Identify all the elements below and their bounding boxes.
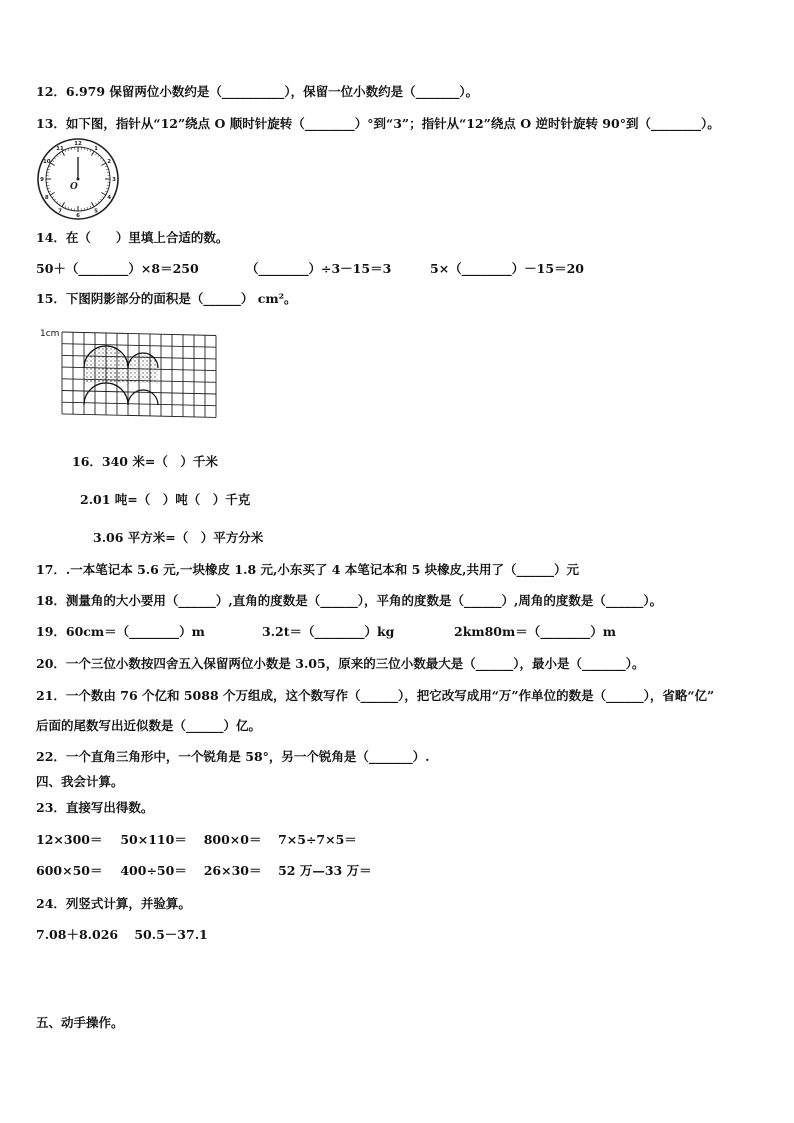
clock-number: 6 — [76, 213, 80, 220]
clock-tick — [65, 206, 66, 208]
calc-item: 800×0＝ — [203, 832, 262, 847]
question-16-part-3: 3.06 平方米=（ ）平方分米 — [93, 530, 264, 545]
section-5-heading: 五、动手操作。 — [36, 1015, 124, 1030]
question-21-line-1: 21．一个数由 76 个亿和 5088 个万组成，这个数写作（______），把它改写成用“万”作单位的数是（______），省略“亿” — [36, 688, 715, 703]
clock-tick — [50, 193, 54, 196]
clock-tick — [57, 201, 59, 203]
clock-tick — [98, 155, 100, 157]
question-21-line-2: 后面的尾数写出近似数是（______）亿。 — [36, 718, 262, 733]
clock-number: 9 — [40, 177, 44, 184]
clock-tick — [90, 206, 91, 208]
clock-number: 8 — [44, 195, 49, 202]
clock-number: 2 — [107, 159, 112, 166]
question-19-item-3: 2km80m＝（________）m — [454, 624, 616, 639]
clock-number: 1 — [94, 146, 98, 153]
clock-number: 12 — [74, 141, 82, 148]
clock-tick — [50, 163, 54, 166]
clock-tick — [65, 150, 66, 152]
clock-tick — [90, 150, 91, 152]
question-14: 14．在（ ）里填上合适的数。 — [36, 230, 229, 245]
q23-row-1 — [36, 832, 357, 848]
clock-tick — [57, 155, 59, 157]
q23-row-2 — [36, 863, 372, 879]
calc-item: 600×50＝ — [36, 863, 103, 878]
shaded-area-grid — [54, 328, 222, 418]
clock-number: 5 — [94, 208, 98, 215]
clock-tick — [59, 153, 60, 155]
calc-item: 7×5÷7×5＝ — [278, 832, 357, 847]
clock-tick — [62, 202, 65, 206]
question-19-item-1: 19．60cm＝（________）m — [36, 624, 205, 639]
question-16-part-1: 16．340 米=（ ）千米 — [72, 454, 218, 469]
clock-tick — [59, 203, 60, 205]
clock-tick — [92, 202, 95, 206]
calc-item: 26×30＝ — [203, 863, 262, 878]
clock-number: 7 — [58, 208, 62, 215]
clock-tick — [95, 153, 96, 155]
clock-tick — [102, 160, 104, 161]
clock-center — [77, 178, 80, 181]
q24-items — [36, 927, 208, 943]
question-14-item-2: （________）÷3－15＝3 — [246, 261, 392, 276]
calc-item: 12×300＝ — [36, 832, 103, 847]
question-19-item-2: 3.2t＝（________）kg — [262, 624, 395, 639]
clock-number: 3 — [112, 177, 116, 184]
question-14-item-3: 5×（________）－15＝20 — [430, 261, 584, 276]
question-16-part-2: 2.01 吨=（ ）吨（ ）千克 — [80, 492, 251, 507]
clock-tick — [52, 160, 54, 161]
calc-item: 50×110＝ — [120, 832, 187, 847]
question-15: 15．下图阴影部分的面积是（______） cm²。 — [36, 291, 297, 306]
clock-tick — [105, 191, 107, 192]
clock-tick — [49, 166, 51, 167]
calc-item: 52 万—33 万＝ — [278, 863, 372, 878]
clock-tick — [105, 166, 107, 167]
question-13: 13．如下图，指针从“12”绕点 O 顺时针旋转（________）°到“3”；指针从“12”绕点 O 逆时针旋转 90°到（________）。 — [36, 116, 720, 131]
clock-center-label: O — [70, 182, 78, 192]
clock-tick — [95, 203, 96, 205]
question-14-item-1: 50＋（________）×8＝250 — [36, 261, 199, 276]
vertical-calc-item: 7.08＋8.026 — [36, 927, 119, 942]
section-4-heading: 四、我会计算。 — [36, 774, 124, 789]
vertical-calc-item: 50.5－37.1 — [134, 927, 208, 942]
question-22: 22．一个直角三角形中，一个锐角是 58°，另一个锐角是（_______）. — [36, 749, 430, 764]
clock-number: 10 — [42, 159, 51, 166]
clock-tick — [100, 158, 102, 160]
clock-tick — [54, 158, 56, 160]
clock-tick — [54, 199, 56, 201]
clock-tick — [49, 191, 51, 192]
clock-tick — [52, 196, 54, 197]
clock-tick — [101, 163, 105, 166]
clock-tick — [100, 199, 102, 201]
clock-tick — [98, 201, 100, 203]
clock-tick — [102, 196, 104, 197]
clock-number: 11 — [56, 146, 64, 153]
question-17: 17．.一本笔记本 5.6 元,一块橡皮 1.8 元,小东买了 4 本笔记本和 5 块橡皮,共用了（______）元 — [36, 562, 580, 577]
calc-item: 400÷50＝ — [120, 863, 187, 878]
clock-figure — [36, 137, 120, 221]
grid-label: 1cm — [40, 329, 60, 339]
question-23: 23．直接写出得数。 — [36, 800, 154, 815]
question-18: 18．测量角的大小要用（______）,直角的度数是（______），平角的度数是（______）,周角的度数是（______）。 — [36, 593, 663, 608]
clock-number: 4 — [107, 195, 112, 202]
question-24: 24．列竖式计算，并验算。 — [36, 896, 191, 911]
clock-tick — [101, 193, 105, 196]
question-20: 20．一个三位小数按四舍五入保留两位小数是 3.05，原来的三位小数最大是（______），最小是（_______）。 — [36, 656, 645, 671]
question-12: 12．6.979 保留两位小数约是（__________），保留一位小数约是（_______）。 — [36, 84, 479, 99]
